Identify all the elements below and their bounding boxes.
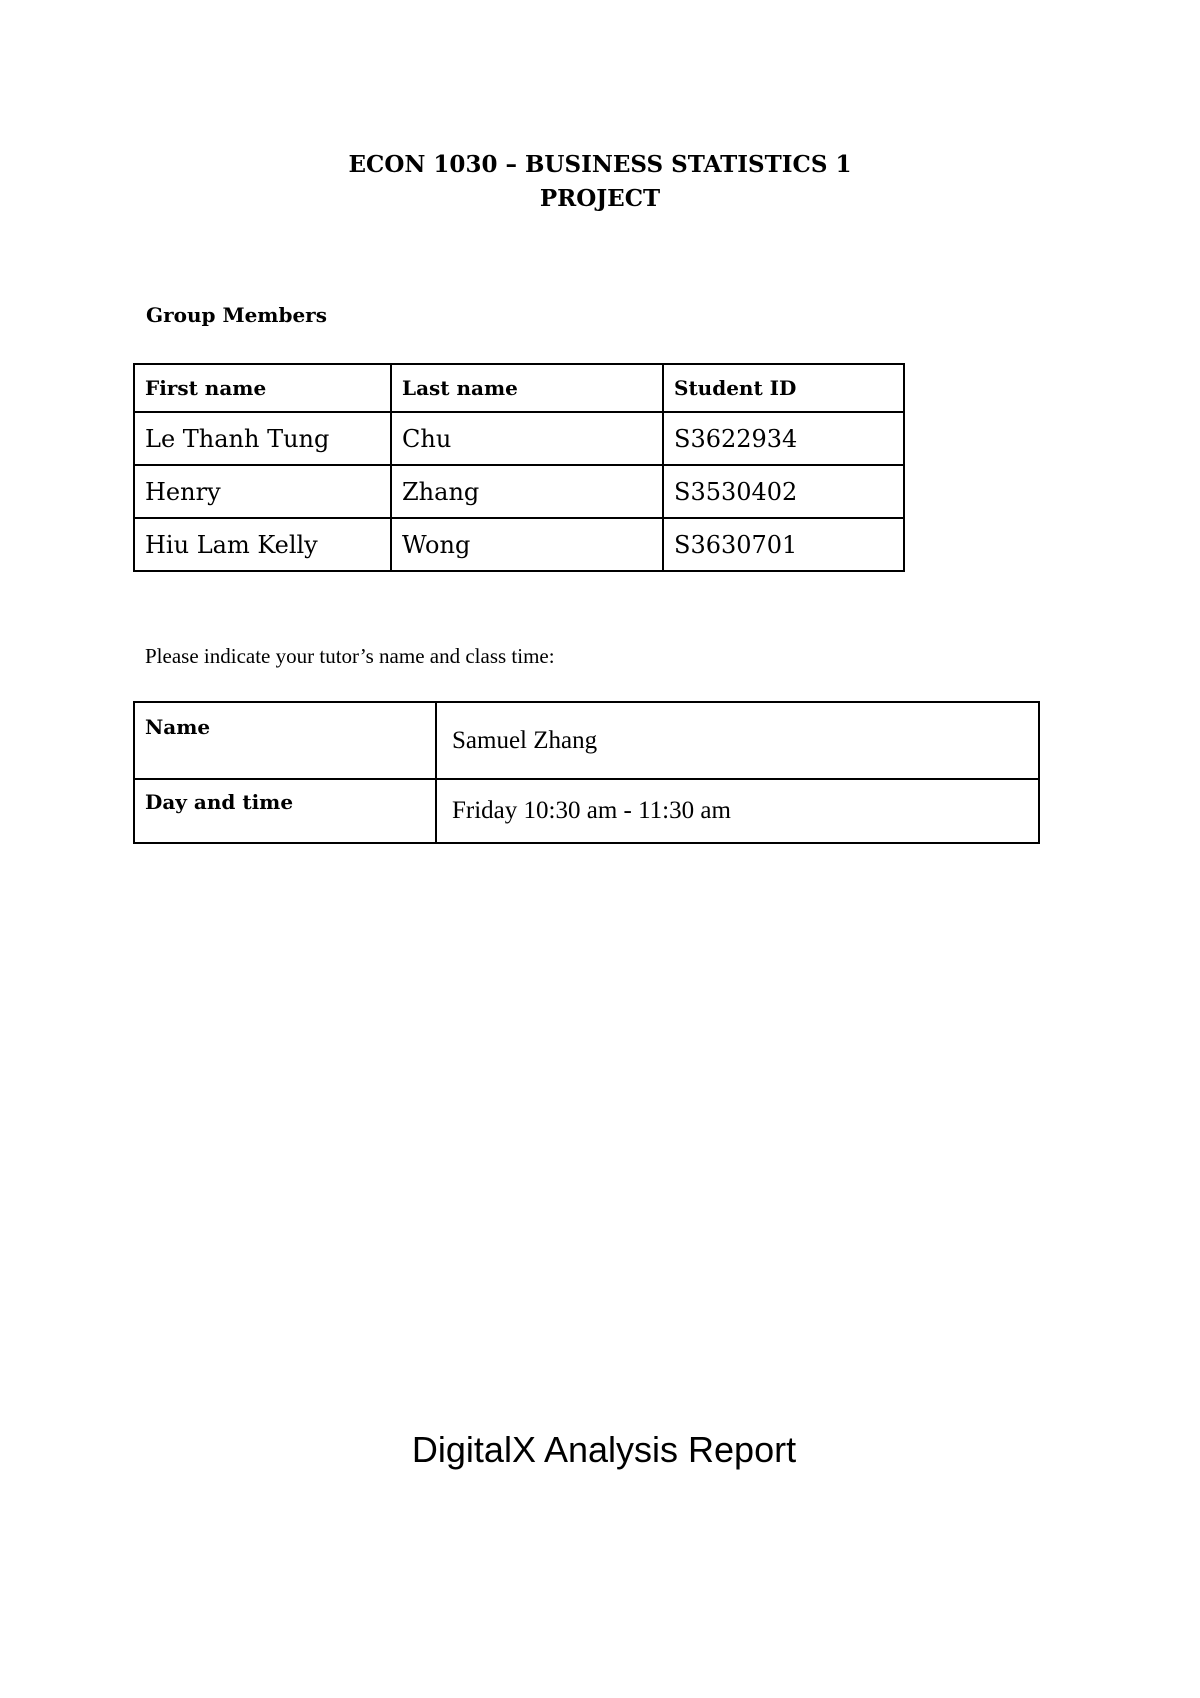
group-members-table: [133, 363, 905, 572]
student-id-cell: S3630701: [663, 518, 904, 571]
class-time-row: [134, 779, 1039, 843]
student-id-cell: S3622934: [663, 412, 904, 465]
table-header-row: [134, 364, 904, 412]
tutor-instruction: Please indicate your tutor’s name and class time:: [145, 644, 555, 668]
tutor-table: [133, 701, 1040, 844]
column-header-last-name: Last name: [391, 364, 663, 412]
class-time-value: Friday 10:30 am - 11:30 am: [436, 779, 1039, 843]
first-name-cell: Hiu Lam Kelly: [134, 518, 391, 571]
tutor-name-label: Name: [134, 702, 436, 779]
table-row: [134, 412, 904, 465]
table-row: [134, 518, 904, 571]
last-name-cell: Chu: [391, 412, 663, 465]
project-label: PROJECT: [539, 185, 661, 212]
first-name-cell: Le Thanh Tung: [134, 412, 391, 465]
report-title: DigitalX Analysis Report: [411, 1429, 797, 1470]
group-members-heading: Group Members: [146, 303, 327, 327]
last-name-cell: Wong: [391, 518, 663, 571]
class-time-label: Day and time: [134, 779, 436, 843]
first-name-cell: Henry: [134, 465, 391, 518]
student-id-cell: S3530402: [663, 465, 904, 518]
table-row: [134, 465, 904, 518]
tutor-name-value: Samuel Zhang: [436, 702, 1039, 779]
last-name-cell: Zhang: [391, 465, 663, 518]
course-title: ECON 1030 – BUSINESS STATISTICS 1: [348, 151, 852, 178]
column-header-first-name: First name: [134, 364, 391, 412]
tutor-name-row: [134, 702, 1039, 779]
column-header-student-id: Student ID: [663, 364, 904, 412]
